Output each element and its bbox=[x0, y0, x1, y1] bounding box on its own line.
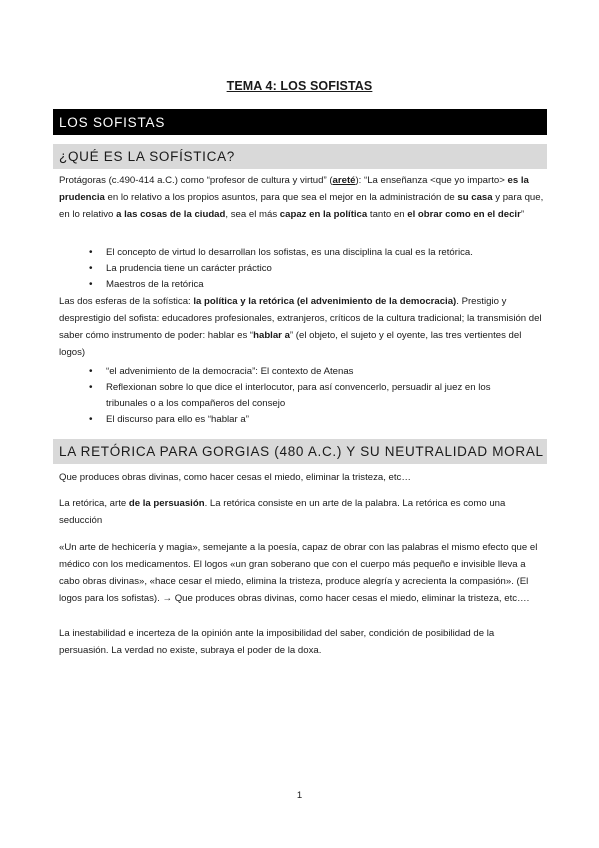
list-item: • Maestros de la retórica bbox=[59, 277, 499, 293]
bullet-list-virtud bbox=[59, 245, 499, 293]
document-title: TEMA 4: LOS SOFISTAS bbox=[226, 79, 373, 93]
bullet-list-democracia bbox=[59, 364, 499, 428]
section-header-los-sofistas: LOS SOFISTAS bbox=[53, 109, 547, 135]
list-item: • El concepto de virtud lo desarrollan los sofistas, es una disciplina la cual es la retórica. bbox=[59, 245, 499, 261]
paragraph-arte-persuasion: La retórica, arte de la persuasión. La retórica consiste en un arte de la palabra. La retórica es como una seducción bbox=[59, 498, 506, 526]
heading-retorica-gorgias: LA RETÓRICA PARA GORGIAS (480 A.C.) Y SU NEUTRALIDAD MORAL bbox=[53, 439, 547, 464]
page-number: 1 bbox=[296, 790, 303, 801]
heading-que-es-la-sofistica: ¿QUÉ ES LA SOFÍSTICA? bbox=[53, 144, 547, 169]
paragraph-obras-divinas: Que produces obras divinas, como hacer cesas el miedo, eliminar la tristeza, etc… bbox=[59, 472, 411, 483]
paragraph-doxa: La inestabilidad e incerteza de la opinión ante la imposibilidad del saber, condición de posibilidad de la persuasión. La verdad no existe, subraya el poder de la doxa. bbox=[59, 628, 495, 656]
paragraph-protagoras: Protágoras (c.490-414 a.C.) como “profesor de cultura y virtud” (areté): “La enseñanza <que yo imparto> es la prudencia en lo relativo a los propios asuntos, para que sea el mejor en la administración de su casa y para que, en lo relativo a las cosas de la ciudad, sea el más capaz en la política tanto en el obrar como en el decir” bbox=[59, 175, 544, 220]
paragraph-dos-esferas: Las dos esferas de la sofística: la política y la retórica (el advenimiento de la democracia). Prestigio y desprestigio del sofista: educadores profesionales, extranjeros, críticos de la cultura tradicional; la transmisión del saber cómo instrumento de poder: hablar es “hablar a” (el objeto, el sujeto y el oyente, las tres vertientes del logos) bbox=[59, 296, 542, 358]
list-item: • “el advenimiento de la democracia”: El contexto de Atenas bbox=[59, 364, 499, 380]
list-item: • Reflexionan sobre lo que dice el interlocutor, para así convencerlo, persuadir al juez en los tribunales o a los compañeros del consejo bbox=[59, 380, 499, 412]
paragraph-hechiceria: «Un arte de hechicería y magia», semejante a la poesía, capaz de obrar con las palabras el mismo efecto que el médico con los medicamentos. El logos «un gran soberano que con el cuerpo más pequeño e invisible lleva a cabo obras divinas», «hace cesar el miedo, elimina la tristeza, produce alegría y acrecienta la compasión». (El logos para los sofistas). → Que produces obras divinas, como hacer cesas el miedo, eliminar la tristeza, etc…. bbox=[59, 542, 538, 604]
list-item: • El discurso para ello es “hablar a” bbox=[59, 412, 499, 428]
list-item: • La prudencia tiene un carácter práctico bbox=[59, 261, 499, 277]
